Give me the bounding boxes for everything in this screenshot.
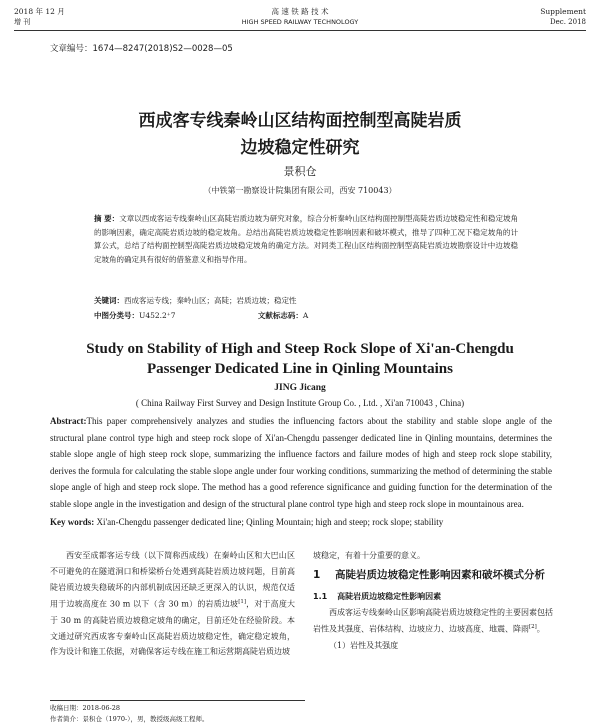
- keywords-en-label: Key words:: [50, 517, 95, 527]
- intro-continuation: 坡稳定，有着十分重要的意义。: [313, 551, 425, 560]
- section-1-1-text: 西成客运专线秦岭山区影响高陡岩质边坡稳定性的主要因素包括岩性及其强度、岩体结构、边坡应力、边坡高度、地震、降雨: [313, 607, 553, 635]
- intro-paragraph: [50, 548, 295, 660]
- running-header: [14, 6, 586, 31]
- citation-ref: [1]: [238, 599, 246, 606]
- paper-title-zh: [0, 108, 600, 162]
- section-1-1-title: 高陡岩质边坡稳定性影响因素: [337, 591, 442, 601]
- section-1-title: 高陡岩质边坡稳定性影响因素和破坏模式分析: [335, 568, 545, 581]
- section-1-1-heading: [313, 589, 553, 605]
- title-zh-line1: 西成客专线秦岭山区结构面控制型高陡岩质: [138, 111, 462, 131]
- intro-text-part2: ，对于高度大于 30 m 的高陡岩质边坡稳定坡角的确定，目前还处在经验阶段。本文通过研究西成客专秦岭山区高陡岩质边坡稳定性，确定稳定坡角，作为设计和施工依据，对确保客运专线在施工和运营期高陡岩质边坡: [50, 600, 296, 657]
- title-en-line1: Study on Stability of High and Steep Rock Slope of Xi'an-Chengdu: [86, 341, 514, 357]
- abstract-en-text: This paper comprehensively analyzes and studies the influencing factors about the stability and stable slope angle of the structural plane control type high and steep rock slope of Xi'an-Chengdu passenger dedicated line in Qinling mountains, determines the stable slope angle of high steep rock slope, summarizing the influence factors and failure modes of high and steep rock slope stability, derives the formula for calculating the stable slope angle under four working conditions, summarizing the method of determining the stable slope angle of high and steep rock slope. The method has a good reference significance and guiding function for the determination of the stable slope angle in the investigation and design of the structural plane control type high and steep rock slope in mountainous area.: [50, 416, 552, 509]
- classification-line: [94, 310, 518, 321]
- section-1-number: 1: [313, 568, 321, 581]
- affiliation-en: ( China Railway First Survey and Design Institute Group Co. , Ltd. , Xi'an 710043 , China): [135, 398, 465, 408]
- article-number: 文章编号：1674—8247(2018)S2—0028—05: [50, 44, 233, 54]
- section-1-1-number: 1.1: [313, 591, 328, 601]
- abstract-zh-text: 文章以西成客运专线秦岭山区高陡岩质边坡为研究对象，综合分析秦岭山区结构面控制型高陡岩质边坡稳定性和稳定坡角的影响因素，确定高陡岩质边坡的稳定坡角。总结出高陡岩质边坡稳定性影响因素和破坏模式，推导了四种工况下稳定坡角的计算公式，总结了结构面控制型高陡岩质边坡稳定坡角的确定方法。对同类工程山区结构面控制型高陡岩质边坡勘察设计中边坡稳定坡角的确定具有很好的借鉴意义和指导作用。: [94, 214, 518, 264]
- abstract-en: [50, 413, 552, 512]
- footnote-author-bio: 作者简介：景积仓（1970-），男，教授级高级工程师。: [50, 715, 209, 723]
- keywords-zh-text: 西成客运专线；秦岭山区；高陡；岩质边坡；稳定性: [124, 296, 297, 305]
- affiliation-zh: （中铁第一勘察设计院集团有限公司，西安 710043）: [203, 186, 397, 195]
- doc-code-value: A: [302, 311, 309, 320]
- journal-name-zh: 高 速 铁 路 技 术: [271, 7, 329, 16]
- keywords-en-text: Xi'an-Chengdu passenger dedicated line; Qinling Mountain; high and steep; rock slope; stability: [96, 517, 444, 527]
- citation-ref: [2]: [529, 624, 537, 631]
- abstract-en-label: Abstract:: [50, 416, 87, 426]
- section-1-heading: [313, 567, 553, 584]
- clc-code: [94, 311, 216, 320]
- right-column: [313, 548, 553, 654]
- clc-label: 中图分类号：: [94, 311, 139, 320]
- header-issue: 增 刊: [14, 18, 31, 26]
- author-en: JING Jicang: [274, 383, 326, 393]
- section-1-1-text-end: 。: [536, 625, 545, 635]
- keywords-en: [50, 517, 552, 527]
- journal-name-en: HIGH SPEED RAILWAY TECHNOLOGY: [241, 18, 359, 26]
- header-date-en: Dec. 2018: [550, 18, 586, 26]
- journal-name: [14, 7, 586, 27]
- title-zh-line2: 边坡稳定性研究: [240, 138, 360, 158]
- abstract-zh: [94, 212, 518, 266]
- footnote-received-date: 收稿日期：2018-06-28: [50, 704, 120, 712]
- footnote: [50, 700, 305, 725]
- abstract-zh-label: 摘 要：: [94, 214, 120, 223]
- intro-text-part1: 西安至成都客运专线（以下简称西成线）在秦岭山区和大巴山区不可避免的在隧道洞口和桥梁桥台处遇到高陡岩质边坡问题，目前高陡岩质边坡失稳破坏的内部机制成因还缺乏更深入的认识，规范仅适用于边坡高度在 30 m 以下（含 30 m）的岩质边坡: [50, 551, 295, 610]
- doc-code-label: 文献标志码：: [257, 311, 303, 320]
- author-zh: 景积仓: [283, 165, 317, 178]
- title-en-line2: Passenger Dedicated Line in Qinling Mountains: [146, 361, 453, 377]
- clc-value: U452.2⁺7: [139, 311, 176, 320]
- paper-title-en: [0, 339, 600, 379]
- header-date: 2018 年 12 月: [14, 7, 65, 16]
- header-right: [540, 7, 586, 27]
- keywords-zh: [94, 295, 297, 306]
- subheading-lithology: （1）岩性及其强度: [329, 640, 399, 650]
- header-supplement: Supplement: [540, 7, 586, 16]
- section-1-1-paragraph: [313, 605, 553, 638]
- keywords-zh-label: 关键词：: [94, 296, 124, 305]
- doc-code: [258, 311, 348, 320]
